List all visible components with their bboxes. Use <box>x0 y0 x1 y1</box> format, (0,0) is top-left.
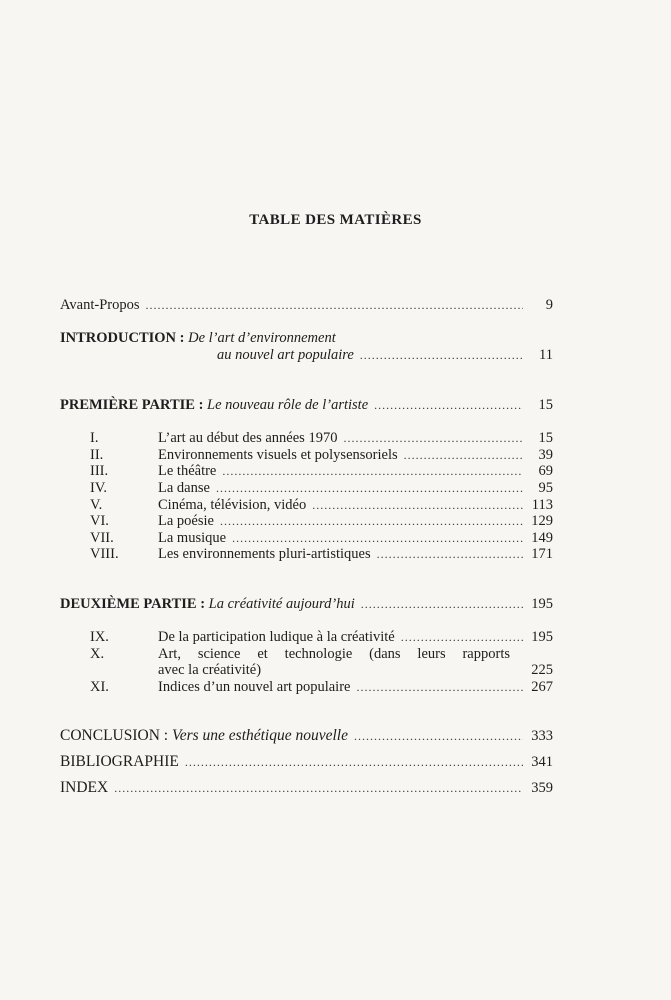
chapter-entry <box>158 546 553 562</box>
chapter-title: La musique <box>158 530 227 546</box>
chapter-number: VIII. <box>90 546 119 562</box>
toc-entry-index <box>60 780 553 796</box>
chapter-page: 95 <box>538 480 553 496</box>
chapter-number: II. <box>90 447 104 463</box>
leader-dots <box>374 397 523 413</box>
chapter-entry <box>158 513 553 529</box>
leader-dots <box>220 513 523 529</box>
chapter-number: III. <box>90 463 109 479</box>
leader-dots <box>360 347 523 363</box>
leader-dots <box>354 728 523 744</box>
leader-dots <box>216 480 523 496</box>
chapter-title: La poésie <box>158 513 214 529</box>
chapter-number: XI. <box>90 679 109 695</box>
chapter-entry <box>158 463 553 479</box>
entry-page: 11 <box>539 347 553 363</box>
chapter-page: 267 <box>531 679 553 695</box>
chapter-entry <box>158 430 553 446</box>
toc-entry-conclusion <box>60 728 553 744</box>
entry-page: 195 <box>531 596 553 612</box>
chapter-title: Le théâtre <box>158 463 217 479</box>
chapter-title: La danse <box>158 480 210 496</box>
chapter-number: X. <box>90 646 105 662</box>
chapter-entry <box>158 447 553 463</box>
chapter-title: Indices d’un nouvel art populaire <box>158 679 351 695</box>
chapter-title: L’art au début des années 1970 <box>158 430 338 446</box>
chapter-title: Les environnements pluri-artistiques <box>158 546 371 562</box>
leader-dots <box>145 297 523 313</box>
entry-subtitle: La créativité aujourd’hui <box>208 596 355 612</box>
chapter-number: VII. <box>90 530 114 546</box>
chapter-page: 195 <box>531 629 553 645</box>
chapter-page: 15 <box>538 430 553 446</box>
entry-label: DEUXIÈME PARTIE : <box>60 596 206 612</box>
chapter-title-line2: avec la créativité) <box>158 662 262 678</box>
entry-page: 9 <box>545 297 553 313</box>
chapter-number: V. <box>90 497 103 513</box>
entry-subtitle: Le nouveau rôle de l’artiste <box>207 397 369 413</box>
leader-dots <box>356 679 523 695</box>
entry-label: CONCLUSION : <box>60 727 169 744</box>
chapter-entry <box>158 497 553 513</box>
chapter-page: 113 <box>531 497 553 513</box>
entry-label: INDEX <box>60 779 109 796</box>
entry-page: 359 <box>531 780 553 796</box>
chapter-entry <box>158 530 553 546</box>
chapter-entry <box>158 679 553 695</box>
entry-label: Avant-Propos <box>60 297 140 313</box>
chapter-page: 69 <box>538 463 553 479</box>
leader-dots <box>377 546 523 562</box>
leader-dots <box>361 596 523 612</box>
chapter-entry <box>158 480 553 496</box>
entry-subtitle: De l’art d’environnement <box>188 330 336 346</box>
entry-label: BIBLIOGRAPHIE <box>60 753 179 770</box>
chapter-title-line1: Art, science et technologie (dans leurs rapports <box>158 646 510 662</box>
chapter-page: 39 <box>538 447 553 463</box>
leader-dots <box>401 629 523 645</box>
chapter-entry <box>158 629 553 645</box>
entry-page: 341 <box>531 754 553 770</box>
entry-label: PREMIÈRE PARTIE : <box>60 397 204 413</box>
chapter-title: Cinéma, télévision, vidéo <box>158 497 307 513</box>
toc-entry-bibliographie <box>60 754 553 770</box>
chapter-page: 171 <box>531 546 553 562</box>
chapter-page: 129 <box>531 513 553 529</box>
entry-page: 333 <box>531 728 553 744</box>
chapter-page: 149 <box>531 530 553 546</box>
chapter-number: I. <box>90 430 99 446</box>
chapter-entry <box>158 662 553 678</box>
chapter-number: VI. <box>90 513 109 529</box>
page-title: TABLE DES MATIÈRES <box>249 212 422 228</box>
entry-page: 15 <box>538 397 553 413</box>
toc-entry-introduction <box>60 330 336 346</box>
entry-subtitle-cont: au nouvel art populaire <box>217 347 354 363</box>
chapter-number: IX. <box>90 629 109 645</box>
chapter-title: De la participation ludique à la créativité <box>158 629 395 645</box>
chapter-number: IV. <box>90 480 108 496</box>
toc-entry-introduction-cont <box>217 347 553 363</box>
leader-dots <box>312 497 523 513</box>
leader-dots <box>404 447 523 463</box>
leader-dots <box>114 780 523 796</box>
chapter-page: 225 <box>531 662 553 678</box>
leader-dots <box>343 430 523 446</box>
entry-label: INTRODUCTION : <box>60 330 185 346</box>
toc-entry-partie2 <box>60 596 553 612</box>
entry-subtitle: Vers une esthétique nouvelle <box>171 727 348 744</box>
leader-dots <box>232 530 523 546</box>
toc-entry-avant-propos <box>60 297 553 313</box>
chapter-title: Environnements visuels et polysensoriels <box>158 447 398 463</box>
toc-entry-partie1 <box>60 397 553 413</box>
leader-dots <box>185 754 523 770</box>
leader-dots <box>222 463 523 479</box>
